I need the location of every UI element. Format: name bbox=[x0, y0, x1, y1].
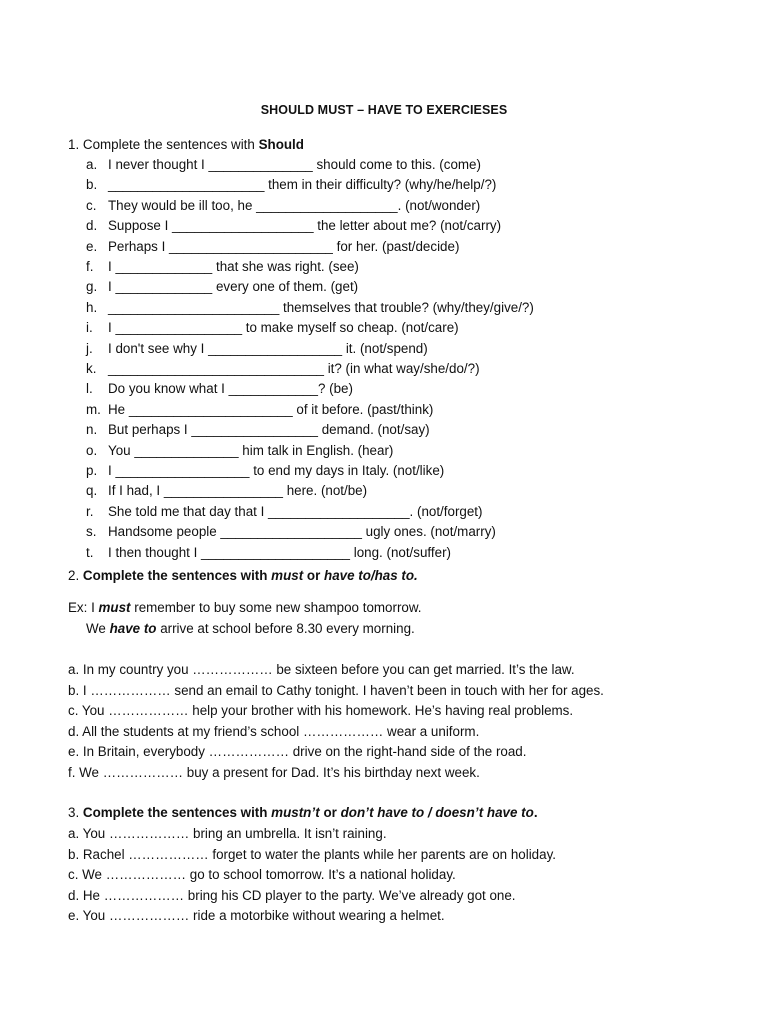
section3-number: 3. bbox=[68, 805, 80, 820]
section1-item-text: I don't see why I __________________ it. (not/spend) bbox=[108, 340, 428, 356]
section3-heading-slash: / bbox=[424, 805, 436, 820]
section1-item-text: They would be ill too, he ___________________. (not/wonder) bbox=[108, 197, 481, 213]
section3-item: a. You ……………… bring an umbrella. It isn’t raining. bbox=[68, 826, 387, 841]
section1-number: 1. bbox=[68, 137, 80, 152]
section1-item-letter: h. bbox=[86, 299, 98, 315]
section1-item-letter: k. bbox=[86, 361, 97, 376]
section3-heading bbox=[68, 805, 538, 821]
section3-heading-or: or bbox=[319, 805, 341, 820]
section2-heading-or: or bbox=[303, 568, 325, 583]
page-title: SHOULD MUST – HAVE TO EXERCIESES bbox=[260, 103, 508, 117]
section2-heading-a: Complete the sentences with bbox=[82, 568, 272, 583]
section1-item-letter: e. bbox=[86, 238, 98, 254]
example2-bold: have to bbox=[109, 621, 157, 636]
section1-item-letter: d. bbox=[86, 218, 98, 234]
example1-rest: remember to buy some new shampoo tomorrow. bbox=[130, 600, 422, 615]
section1-item-text: You ______________ him talk in English. (hear) bbox=[108, 442, 394, 458]
section2-heading-must: must bbox=[271, 568, 304, 583]
section1-item-letter: s. bbox=[86, 524, 97, 540]
section2-item: e. In Britain, everybody ……………… drive on the right-hand side of the road. bbox=[68, 744, 527, 760]
section1-item-letter: i. bbox=[86, 320, 93, 336]
section2-item: f. We ……………… buy a present for Dad. It’s his birthday next week. bbox=[68, 765, 480, 780]
section3-item: b. Rachel ……………… forget to water the plants while her parents are on holiday. bbox=[68, 846, 556, 862]
section1-heading-text: Complete the sentences with bbox=[82, 137, 259, 152]
section1-item-letter: l. bbox=[86, 381, 93, 397]
section1-item-letter: p. bbox=[86, 463, 98, 478]
section1-item-text: But perhaps I _________________ demand. (not/say) bbox=[108, 422, 430, 438]
section1-item-letter: t. bbox=[86, 544, 94, 560]
section2-example-2 bbox=[86, 621, 415, 637]
section1-item-text: _____________________ them in their difficulty? (why/he/help/?) bbox=[108, 177, 497, 193]
section2-item: a. In my country you ……………… be sixteen before you can get married. It’s the law. bbox=[68, 662, 575, 677]
section1-item-text: _____________________________ it? (in what way/she/do/?) bbox=[108, 361, 480, 376]
section2-number: 2. bbox=[68, 568, 80, 583]
section1-item-letter: r. bbox=[86, 503, 94, 519]
section2-item: b. I ……………… send an email to Cathy tonight. I haven’t been in touch with her for ages. bbox=[68, 682, 604, 698]
section1-item-letter: c. bbox=[86, 197, 97, 213]
section1-item-text: I __________________ to end my days in Italy. (not/like) bbox=[108, 463, 445, 478]
section1-item-text: He ______________________ of it before. (past/think) bbox=[108, 401, 434, 417]
section2-heading bbox=[68, 568, 418, 584]
section1-item-text: I _____________ that she was right. (see) bbox=[108, 259, 359, 274]
section3-heading-doesnthaveto: doesn’t have to bbox=[435, 805, 534, 820]
section3-heading-mustnt: mustn’t bbox=[271, 805, 320, 820]
section1-item-letter: o. bbox=[86, 442, 98, 458]
section1-item-letter: g. bbox=[86, 279, 98, 295]
section3-item: e. You ……………… ride a motorbike without wearing a helmet. bbox=[68, 908, 445, 924]
section1-item-text: Suppose I ___________________ the letter about me? (not/carry) bbox=[108, 218, 502, 234]
section1-item-text: She told me that day that I ___________________. (not/forget) bbox=[108, 503, 483, 519]
section1-item-letter: j. bbox=[86, 340, 93, 356]
section1-item-letter: q. bbox=[86, 483, 98, 499]
section2-example-1 bbox=[68, 600, 422, 616]
section1-heading-bold: Should bbox=[258, 137, 304, 152]
section1-item-letter: n. bbox=[86, 422, 98, 438]
section1-item-text: Handsome people ___________________ ugly ones. (not/marry) bbox=[108, 524, 496, 540]
section1-item-text: Perhaps I ______________________ for her. (past/decide) bbox=[108, 238, 460, 254]
section1-item-letter: b. bbox=[86, 177, 98, 193]
example1-prefix: Ex: I bbox=[68, 600, 99, 615]
section1-heading bbox=[68, 137, 304, 153]
section1-item-text: I _________________ to make myself so cheap. (not/care) bbox=[108, 320, 459, 336]
section3-item: c. We ……………… go to school tomorrow. It’s a national holiday. bbox=[68, 867, 456, 883]
section1-item-text: Do you know what I ____________? (be) bbox=[108, 381, 353, 397]
example1-bold: must bbox=[98, 600, 131, 615]
section3-heading-period: . bbox=[533, 805, 538, 820]
section1-item-letter: f. bbox=[86, 259, 94, 274]
section2-item: c. You ……………… help your brother with his homework. He’s having real problems. bbox=[68, 703, 574, 719]
example2-prefix: We bbox=[86, 621, 110, 636]
section1-item-text: I then thought I ____________________ long. (not/suffer) bbox=[108, 544, 451, 560]
section1-item-text: I _____________ every one of them. (get) bbox=[108, 279, 359, 295]
section1-item-letter: m. bbox=[86, 401, 101, 417]
section2-heading-haveto: have to/has to. bbox=[324, 568, 418, 583]
section2-item: d. All the students at my friend’s school ……………… wear a uniform. bbox=[68, 723, 480, 739]
section3-item: d. He ……………… bring his CD player to the party. We’ve already got one. bbox=[68, 887, 516, 903]
section1-item-text: I never thought I ______________ should come to this. (come) bbox=[108, 157, 481, 172]
example2-rest: arrive at school before 8.30 every morning. bbox=[156, 621, 415, 636]
section1-item-letter: a. bbox=[86, 157, 98, 172]
section3-heading-a: Complete the sentences with bbox=[82, 805, 272, 820]
section1-item-text: If I had, I ________________ here. (not/be) bbox=[108, 483, 368, 499]
section1-item-text: _______________________ themselves that trouble? (why/they/give/?) bbox=[108, 299, 534, 315]
section3-heading-donthaveto: don’t have to bbox=[340, 805, 425, 820]
